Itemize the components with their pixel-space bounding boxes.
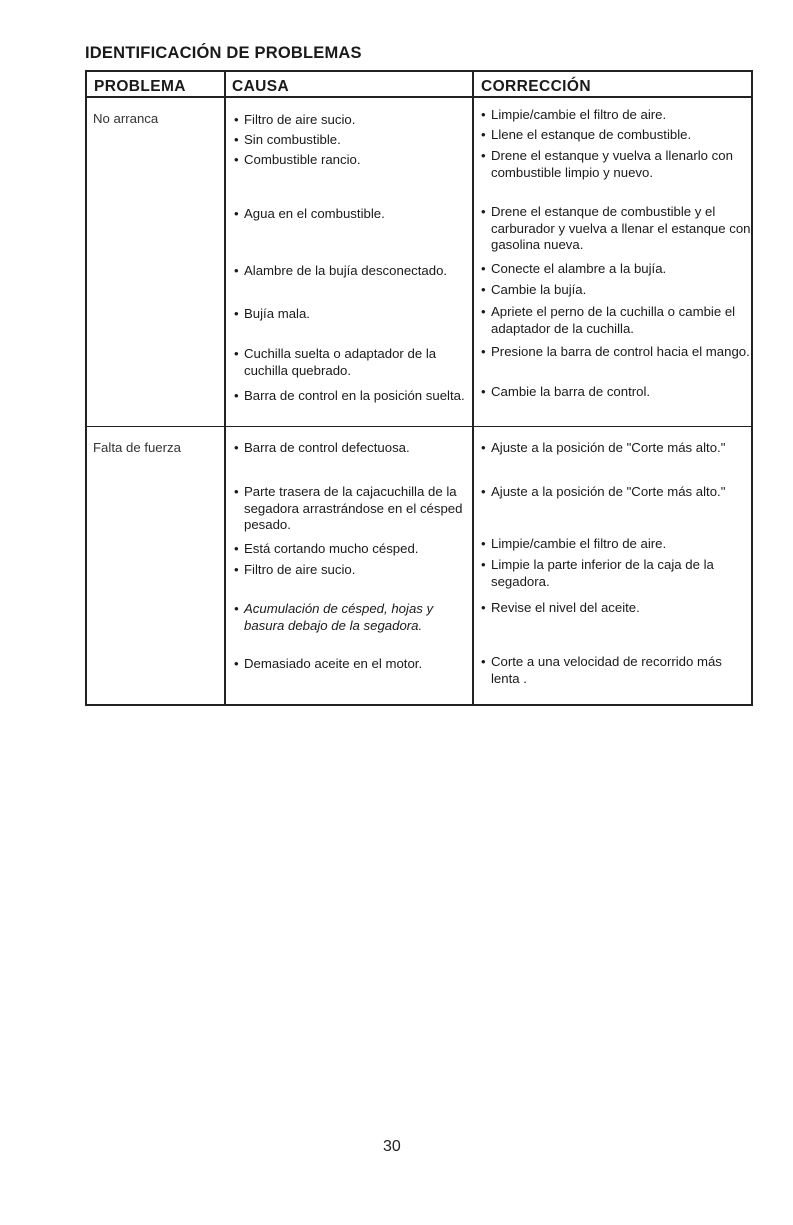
list-item: • Drene el estanque y vuelva a llenarlo con combustible limpio y nuevo. (481, 148, 733, 180)
list-item: • Corte a una velocidad de recorrido más lenta . (481, 654, 722, 686)
list-item: • Filtro de aire sucio. (234, 112, 356, 127)
list-item: • Agua en el combustible. (234, 206, 385, 221)
page-number: 30 (383, 1138, 401, 1155)
problem-no-arranca: No arranca (93, 111, 159, 126)
list-item: • Limpie/cambie el filtro de aire. (481, 107, 667, 122)
header-problema: PROBLEMA (94, 78, 186, 95)
column-divider-2 (472, 70, 474, 706)
page-title: IDENTIFICACIÓN DE PROBLEMAS (85, 44, 362, 62)
table-right-border (751, 70, 753, 706)
list-item: • Apriete el perno de la cuchilla o cambie el adaptador de la cuchilla. (481, 304, 736, 336)
list-item: • Drene el estanque de combustible y el carburador y vuelva a llenar el estanque con gasolina nueva. (481, 204, 751, 252)
table-bottom-border (85, 704, 753, 706)
list-item: • Alambre de la bujía desconectado. (234, 263, 448, 278)
list-item: • Filtro de aire sucio. (234, 562, 356, 577)
list-item: • Cuchilla suelta o adaptador de la cuchilla quebrado. (234, 346, 437, 378)
table-top-border (85, 70, 753, 72)
troubleshooting-table (85, 70, 753, 706)
list-item: • Conecte el alambre a la bujía. (481, 261, 667, 276)
column-divider-1 (224, 70, 226, 706)
list-item: • Barra de control defectuosa. (234, 440, 410, 455)
list-item: • Limpie/cambie el filtro de aire. (481, 536, 667, 551)
header-correccion: CORRECCIÓN (481, 78, 591, 95)
list-item: • Barra de control en la posición suelta. (234, 388, 465, 403)
list-item: • Sin combustible. (234, 132, 341, 147)
list-item: • Cambie la bujía. (481, 282, 587, 297)
list-item: • Llene el estanque de combustible. (481, 127, 692, 142)
table-left-border (85, 70, 87, 706)
header-causa: CAUSA (232, 78, 290, 95)
problem-falta-de-fuerza: Falta de fuerza (93, 440, 181, 455)
list-item: • Revise el nivel del aceite. (481, 600, 640, 615)
list-item: • Limpie la parte inferior de la caja de la segadora. (481, 557, 714, 589)
header-bottom-border (85, 96, 753, 98)
list-item: • Bujía mala. (234, 306, 310, 321)
list-item: • Parte trasera de la cajacuchilla de la segadora arrastrándose en el césped pesado. (234, 484, 463, 532)
list-item: • Acumulación de césped, hojas y basura debajo de la segadora. (234, 601, 434, 633)
list-item: • Ajuste a la posición de "Corte más alto." (481, 484, 726, 499)
list-item: • Presione la barra de control hacia el mango. (481, 344, 750, 359)
list-item: • Ajuste a la posición de "Corte más alto." (481, 440, 726, 455)
list-item: • Cambie la barra de control. (481, 384, 651, 399)
list-item: • Demasiado aceite en el motor. (234, 656, 423, 671)
list-item: • Está cortando mucho césped. (234, 541, 419, 556)
list-item: • Combustible rancio. (234, 152, 361, 167)
row-divider (85, 426, 753, 427)
